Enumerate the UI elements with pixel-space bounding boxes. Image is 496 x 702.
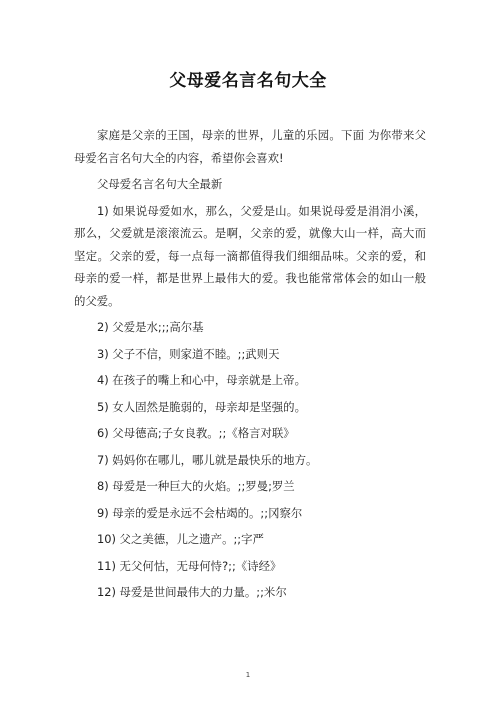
page-number: 1 bbox=[245, 671, 251, 679]
quote-item-9: 9) 母亲的爱是永远不会枯竭的。;;冈察尔 bbox=[97, 505, 303, 520]
quote-item-4: 4) 在孩子的嘴上和心中，母亲就是上帝。 bbox=[97, 373, 306, 387]
quote-item-12: 12) 母爱是世间最伟大的力量。;;米尔 bbox=[97, 585, 287, 599]
quote-item-11: 11) 无父何怙，无母何恃?;;《诗经》 bbox=[97, 558, 282, 573]
document-body bbox=[74, 124, 426, 608]
quote-item-6: 6) 父母德高;子女良教。;;《格言对联》 bbox=[97, 426, 295, 440]
quote-item-10: 10) 父之美德，儿之遗产。;;字严 bbox=[97, 532, 264, 546]
document-title: 父母爱名言名句大全 bbox=[169, 71, 327, 91]
quote-item-5: 5) 女人固然是脆弱的，母亲却是坚强的。 bbox=[97, 399, 306, 414]
quote-item-1: 1) 如果说母爱如水，那么，父爱是山。如果说母爱是涓涓小溪，那么，父爱就是滚滚流云。是啊，父亲的爱，就像大山一样，高大而坚定。父亲的爱，每一点每一滴都值得我们细细品味。父亲的爱，和母亲的爱一样，都是世界上最伟大的爱。我也能常常体会的如山一般的父爱。 bbox=[74, 203, 426, 308]
intro-paragraph: 家庭是父亲的王国，母亲的世界，儿童的乐园。下面 为你带来父母爱名言名句大全的内容，希望你会喜欢! bbox=[74, 128, 426, 165]
quote-item-8: 8) 母爱是一种巨大的火焰。;;罗曼;罗兰 bbox=[97, 479, 295, 493]
section-subheading: 父母爱名言名句大全最新 bbox=[97, 177, 223, 191]
quote-item-7: 7) 妈妈你在哪儿，哪儿就是最快乐的地方。 bbox=[97, 452, 318, 467]
quote-item-3: 3) 父子不信，则家道不睦。;;武则天 bbox=[97, 346, 280, 361]
quote-item-2: 2) 父爱是水;;;高尔基 bbox=[97, 320, 204, 334]
